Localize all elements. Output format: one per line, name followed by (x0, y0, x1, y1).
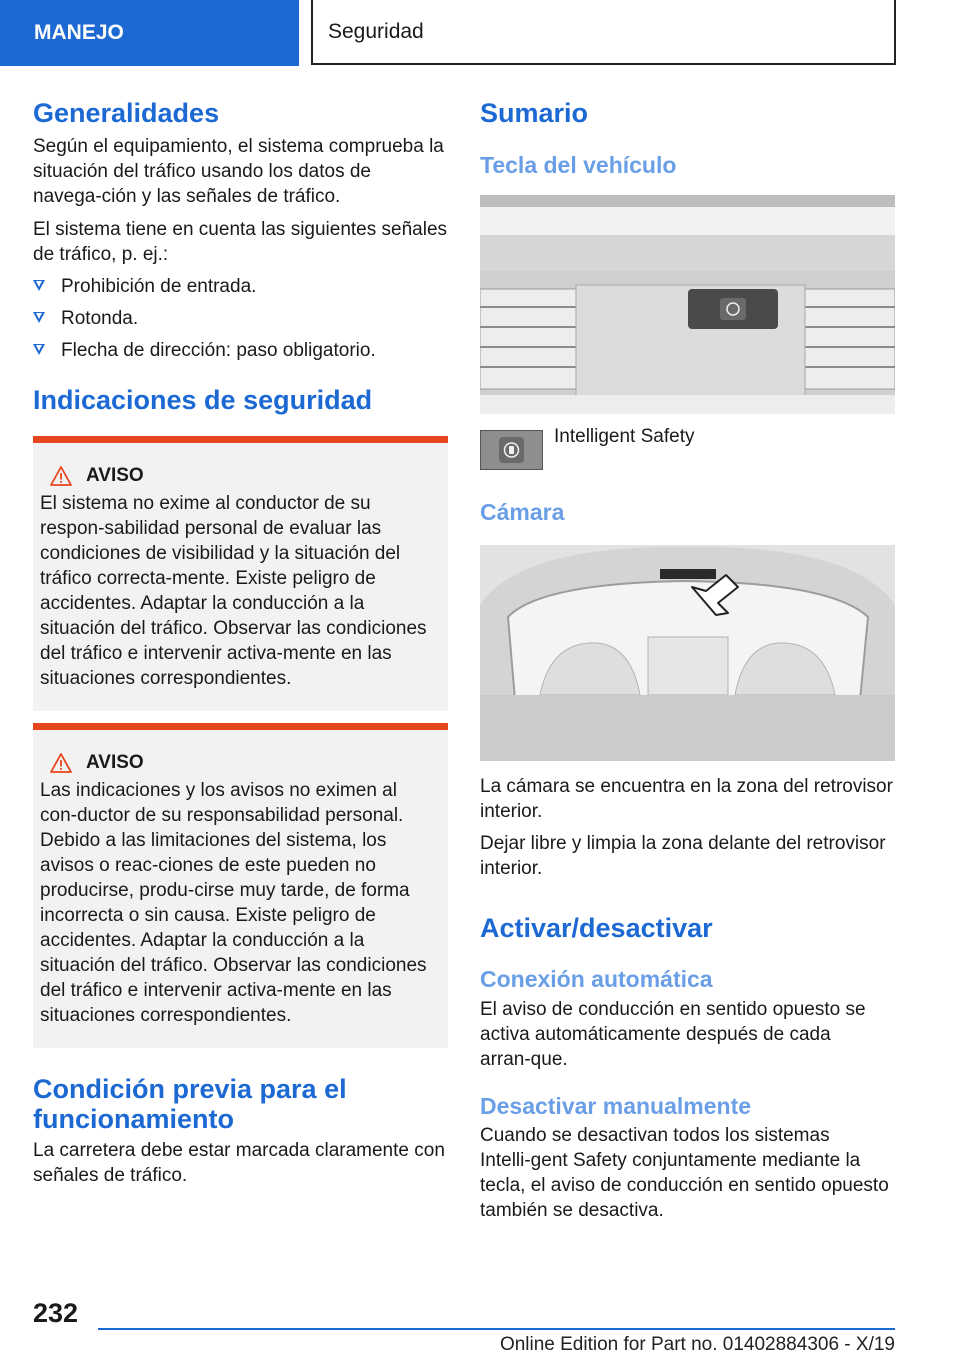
intelligent-safety-icon (480, 430, 543, 470)
warning-label: AVISO (86, 465, 144, 486)
page-header (0, 0, 960, 66)
warning-text: El sistema no exime al conductor de su respon‑sabilidad personal de evaluar las condiciones de visibilidad y la situación del tráfico correcta‑mente. Existe peligro de accidentes. Adaptar la conducción a la situación del tráfico. Observar las condiciones del tráfico e intervenir activa‑mente en las situaciones correspondientes. (40, 493, 427, 689)
triangle-bullet-icon (33, 344, 45, 355)
list-item: Prohibición de entrada. (33, 274, 448, 299)
left-column (33, 98, 448, 1188)
heading-desactivar: Desactivar manualmente (480, 1093, 752, 1119)
chapter-title: Seguridad (311, 0, 896, 65)
warning-triangle-icon (50, 753, 72, 773)
button-legend (480, 426, 896, 470)
heading-condicion: Condición previa para el funcionamiento (33, 1074, 347, 1134)
paragraph: La cámara se encuentra en la zona del retrovisor interior. (480, 776, 893, 822)
paragraph: El aviso de conducción en sentido opuesto se activa automáticamente después de cada arran‑que. (480, 999, 866, 1070)
warning-label: AVISO (86, 752, 144, 773)
warning-box (33, 723, 448, 1048)
footer-divider (98, 1328, 895, 1330)
triangle-bullet-icon (33, 312, 45, 323)
paragraph: La carretera debe estar marcada claramente con señales de tráfico. (33, 1140, 445, 1186)
paragraph: Cuando se desactivan todos los sistemas Intelli‑gent Safety conjuntamente mediante la tecla, el aviso de conducción en sentido opuesto también se desactiva. (480, 1125, 889, 1221)
signs-list (33, 274, 448, 363)
paragraph: Según el equipamiento, el sistema comprueba la situación del tráfico usando los datos de navega‑ción y las señales de tráfico. (33, 136, 444, 207)
list-item: Flecha de dirección: paso obligatorio. (33, 338, 448, 363)
heading-indicaciones: Indicaciones de seguridad (33, 385, 373, 415)
heading-sumario: Sumario (480, 98, 589, 128)
section-tab: MANEJO (0, 0, 299, 66)
edition-note: Online Edition for Part no. 01402884306 - X/19 (499, 1334, 895, 1355)
heading-tecla: Tecla del vehículo (480, 152, 677, 178)
list-item: Rotonda. (33, 306, 448, 331)
heading-camara: Cámara (480, 499, 565, 525)
camera-image (480, 545, 895, 761)
page-number: 232 (33, 1298, 79, 1328)
warning-triangle-icon (50, 466, 72, 486)
paragraph: El sistema tiene en cuenta las siguientes señales de tráfico, p. ej.: (33, 219, 448, 265)
heading-activar: Activar/desactivar (480, 913, 713, 943)
heading-conexion: Conexión automática (480, 966, 713, 992)
warning-text: Las indicaciones y los avisos no eximen al con‑ductor de su responsabilidad personal. Debido a las limitaciones del sistema, los avisos o reac‑ciones de este pueden no producirse, produ‑cirse muy tarde, de forma incorrecta o sin causa. Existe peligro de accidentes. Adaptar la conducción a la situación del tráfico. Observar las condiciones del tráfico e intervenir activa‑mente en las situaciones correspondientes. (40, 780, 427, 1026)
interior-illustration (480, 545, 895, 761)
warning-box (33, 436, 448, 711)
paragraph: Dejar libre y limpia la zona delante del retrovisor interior. (480, 833, 886, 879)
dashboard-button-image (480, 195, 895, 414)
right-column (480, 98, 896, 1223)
dashboard-illustration (480, 195, 895, 414)
button-caption: Intelligent Safety (554, 426, 695, 447)
triangle-bullet-icon (33, 280, 45, 291)
heading-generalidades: Generalidades (33, 98, 220, 128)
